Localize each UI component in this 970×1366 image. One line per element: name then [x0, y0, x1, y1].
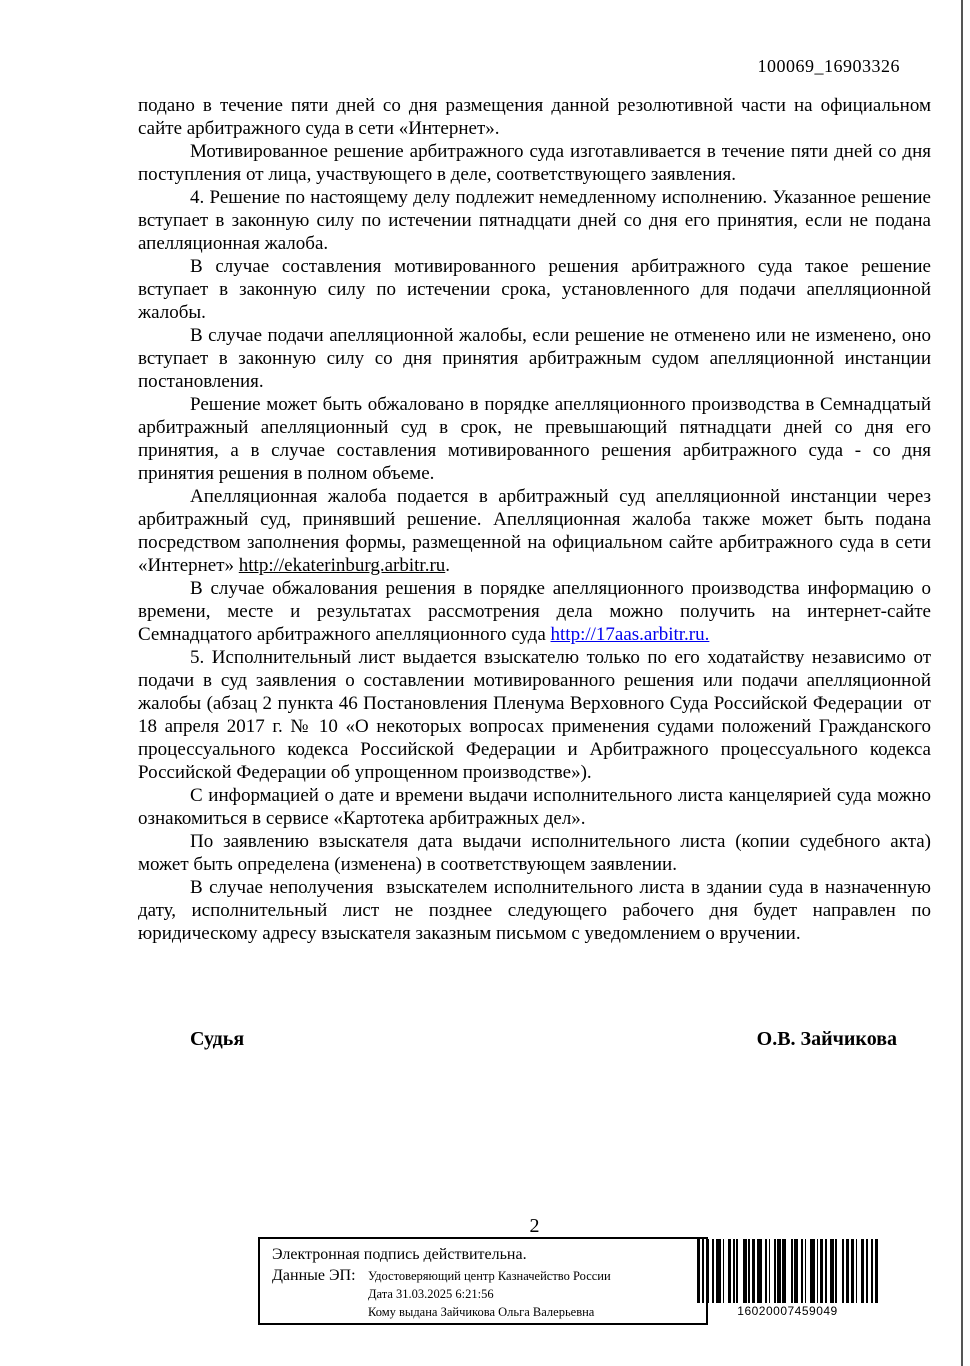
- paragraph-text: Апелляционная жалоба подается в арбитражный суд апелляционной инстанции через арбитражный суд, принявший решение. Апелляционная жалоба также может быть подана посредством заполнения формы, размещенной на официальном сайте арбитражного суда в сети «Интернет»: [138, 486, 931, 576]
- electronic-signature-stamp: [258, 1237, 708, 1325]
- paragraph-text: подано в течение пяти дней со дня размещения данной резолютивной части на официальном сайте арбитражного суда в сети «Интернет».: [138, 95, 931, 139]
- paragraph: [138, 830, 931, 876]
- page-edge-divider: [961, 0, 963, 1366]
- paragraph: [138, 577, 931, 646]
- paragraph-text: В случае обжалования решения в порядке апелляционного производства информацию о времени, месте и результатах рассмотрения дела можно получить на интернет-сайте Семнадцатого арбитражного апелляционного суда: [138, 578, 931, 645]
- hyperlink[interactable]: http://17aas.arbitr.ru.: [550, 624, 710, 645]
- stamp-data-label: Данные ЭП:: [272, 1267, 356, 1284]
- paragraph-text: По заявлению взыскателя дата выдачи исполнительного листа (копии судебного акта) может быть определена (изменена) в соответствующем заявлении.: [138, 831, 931, 875]
- paragraph: [138, 140, 931, 186]
- paragraph: [138, 393, 931, 485]
- paragraph-text: Решение может быть обжаловано в порядке апелляционного производства в Семнадцатый арбитражный апелляционный суд в срок, не превышающий пятнадцати дней со дня его принятия, а в случае составления мотивированного решения арбитражного суда - со дня принятия решения в полном объеме.: [138, 394, 931, 484]
- barcode: [697, 1239, 878, 1318]
- document-body: [138, 94, 931, 945]
- paragraph: [138, 324, 931, 393]
- barcode-bars: [697, 1239, 878, 1303]
- barcode-number: 16020007459049: [737, 1304, 838, 1318]
- paragraph: [138, 186, 931, 255]
- paragraph: [138, 784, 931, 830]
- paragraph: [138, 94, 931, 140]
- page-number: 2: [529, 1215, 540, 1237]
- paragraph-text: В случае неполучения взыскателем исполнительного листа в здании суда в назначенную дату, исполнительный лист не позднее следующего рабочего дня будет направлен по юридическому адресу взыскателя заказным письмом с уведомлением о вручении.: [138, 877, 931, 944]
- signature-role: Судья: [190, 1028, 245, 1050]
- document-id: 100069_16903326: [757, 56, 900, 76]
- paragraph: [138, 876, 931, 945]
- stamp-detail-line: Удостоверяющий центр Казначейство России: [368, 1269, 611, 1283]
- paragraph-text: С информацией о дате и времени выдачи исполнительного листа канцелярией суда можно ознакомиться в сервисе «Картотека арбитражных дел».: [138, 785, 931, 829]
- signature-block: [190, 1028, 897, 1051]
- hyperlink[interactable]: http://ekaterinburg.arbitr.ru: [238, 555, 446, 576]
- paragraph: [138, 646, 931, 784]
- stamp-validity-text: Электронная подпись действительна.: [272, 1246, 527, 1263]
- paragraph-text: Мотивированное решение арбитражного суда изготавливается в течение пяти дней со дня поступления от лица, участвующего в деле, соответствующего заявления.: [138, 141, 931, 185]
- stamp-detail-line: Дата 31.03.2025 6:21:56: [368, 1287, 494, 1301]
- paragraph: [138, 485, 931, 577]
- stamp-detail-line: Кому выдана Зайчикова Ольга Валерьевна: [368, 1305, 595, 1319]
- paragraph-text: 5. Исполнительный лист выдается взыскателю только по его ходатайству независимо от подачи в суд заявления о составлении мотивированного решения или подачи апелляционной жалобы (абзац 2 пункта 46 Постановления Пленума Верховного Суда Российской Федерации от 18 апреля 2017 г. № 10 «О некоторых вопросах применения судами положений Гражданского процессуального кодекса Российской Федерации и Арбитражного процессуального кодекса Российской Федерации об упрощенном производстве»).: [138, 647, 931, 783]
- signature-name: О.В. Зайчикова: [756, 1028, 897, 1050]
- paragraph-text: 4. Решение по настоящему делу подлежит немедленному исполнению. Указанное решение вступает в законную силу по истечении пятнадцати дней со дня его принятия, если не подана апелляционная жалоба.: [138, 187, 931, 254]
- paragraph-text: В случае подачи апелляционной жалобы, если решение не отменено или не изменено, оно вступает в законную силу со дня принятия арбитражным судом апелляционной инстанции постановления.: [138, 325, 931, 392]
- stamp-details: [356, 1267, 611, 1321]
- paragraph-text: .: [445, 555, 451, 576]
- paragraph-text: В случае составления мотивированного решения арбитражного суда такое решение вступает в законную силу по истечении срока, установленного для подачи апелляционной жалобы.: [138, 256, 931, 323]
- paragraph: [138, 255, 931, 324]
